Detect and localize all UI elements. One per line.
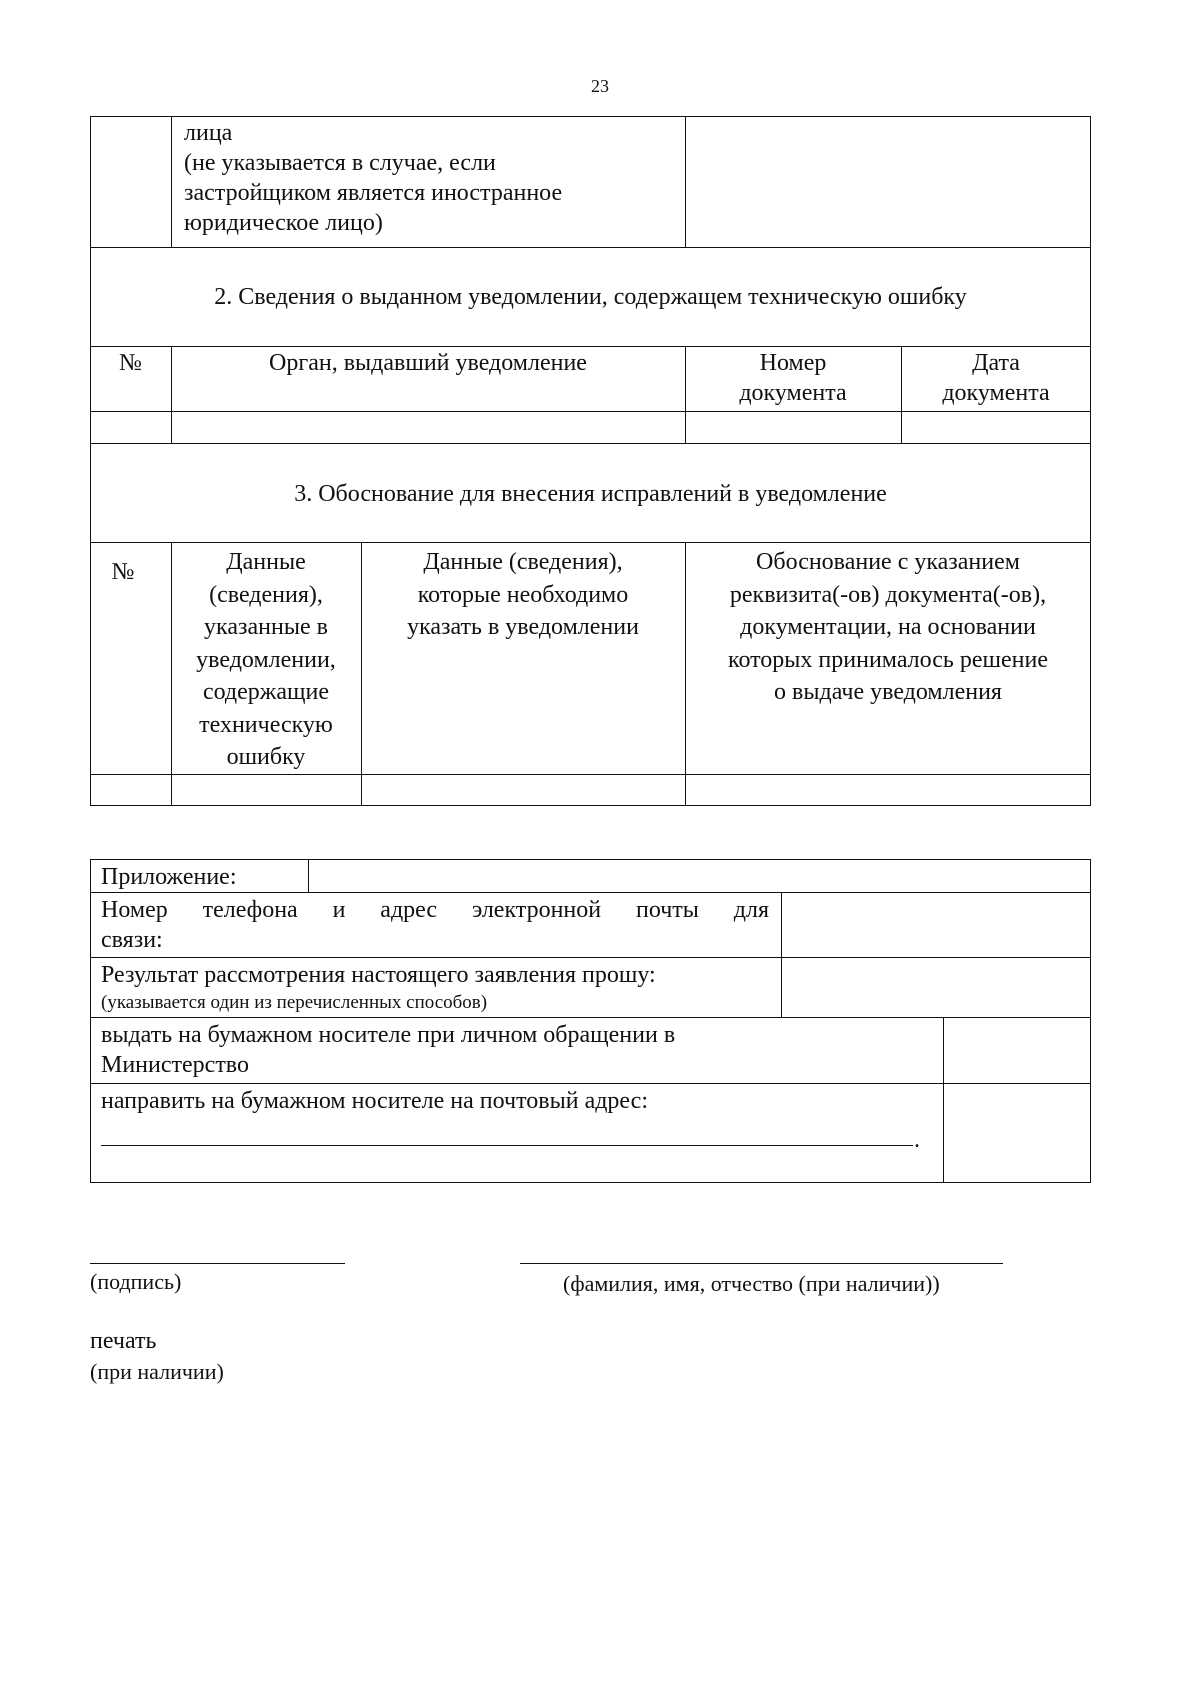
result-label: Результат рассмотрения настоящего заявления прошу:: [101, 962, 656, 988]
table-divider: [90, 957, 1091, 958]
table-divider: [90, 1083, 1091, 1084]
s3-header-correct-data: Данные (сведения), которые необходимо указать в уведомлении: [407, 549, 639, 640]
postal-address-end: .: [914, 1127, 920, 1153]
page-number: 23: [591, 76, 609, 96]
option-personal-pickup-mark[interactable]: [945, 1019, 1089, 1081]
table-divider: [308, 859, 309, 892]
table-divider: [90, 774, 1091, 775]
table-divider: [90, 346, 1091, 347]
table-divider: [90, 247, 1091, 248]
signature-line[interactable]: [90, 1263, 345, 1264]
table-divider: [685, 116, 686, 247]
s3-input-justification[interactable]: [686, 776, 1090, 805]
s3-header-justification: Обоснование с указанием реквизита(-ов) документа(-ов), документации, на основании которых принималось решение о выдаче уведомления: [728, 549, 1048, 705]
option-postal-address: направить на бумажном носителе на почтовый адрес:: [101, 1088, 648, 1114]
table-divider: [781, 892, 782, 1017]
s2-header-doc-date: Дата документа: [942, 350, 1050, 406]
table-divider: [90, 411, 1091, 412]
table-divider: [90, 443, 1091, 444]
signature-label: (подпись): [90, 1269, 182, 1294]
s2-input-doc-date[interactable]: [902, 413, 1090, 442]
result-note: (указывается один из перечисленных способов): [101, 992, 488, 1013]
s2-input-doc-number[interactable]: [686, 413, 900, 442]
s2-header-authority: Орган, выдавший уведомление: [269, 350, 587, 376]
section1-field-label: лица (не указывается в случае, если застройщиком является иностранное юридическое лицо): [184, 120, 563, 236]
table-divider: [943, 1017, 944, 1183]
postal-address-line[interactable]: [101, 1145, 913, 1146]
table-divider: [90, 1017, 1091, 1018]
stamp-label: печать: [90, 1328, 157, 1354]
full-name-line[interactable]: [520, 1263, 1003, 1264]
table-divider: [90, 542, 1091, 543]
stamp-note: (при наличии): [90, 1359, 224, 1384]
appendix-input[interactable]: [310, 861, 1089, 891]
s2-header-number: №: [119, 350, 142, 376]
table-divider: [171, 116, 172, 247]
s2-header-doc-number: Номер документа: [739, 350, 847, 406]
s3-input-correct-data[interactable]: [362, 776, 684, 805]
contact-label-line2: связи:: [101, 927, 163, 953]
option-postal-address-mark[interactable]: [945, 1085, 1089, 1181]
s3-input-erroneous-data[interactable]: [172, 776, 360, 805]
section3-title: 3. Обоснование для внесения исправлений в уведомление: [294, 481, 887, 507]
s2-input-authority[interactable]: [172, 413, 684, 442]
contact-label-line1: Номер телефона и адрес электронной почты для: [101, 897, 769, 923]
appendix-label: Приложение:: [101, 864, 237, 890]
table-divider: [90, 892, 1091, 893]
section2-title: 2. Сведения о выданном уведомлении, содержащем техническую ошибку: [214, 284, 967, 310]
s3-header-erroneous-data: Данные (сведения), указанные в уведомлении, содержащие техническую ошибку: [196, 549, 336, 770]
contact-input[interactable]: [783, 894, 1089, 956]
full-name-label: (фамилия, имя, отчество (при наличии)): [563, 1271, 940, 1296]
s3-header-number: №: [111, 559, 135, 585]
option-personal-pickup: выдать на бумажном носителе при личном обращении в Министерство: [101, 1022, 676, 1078]
